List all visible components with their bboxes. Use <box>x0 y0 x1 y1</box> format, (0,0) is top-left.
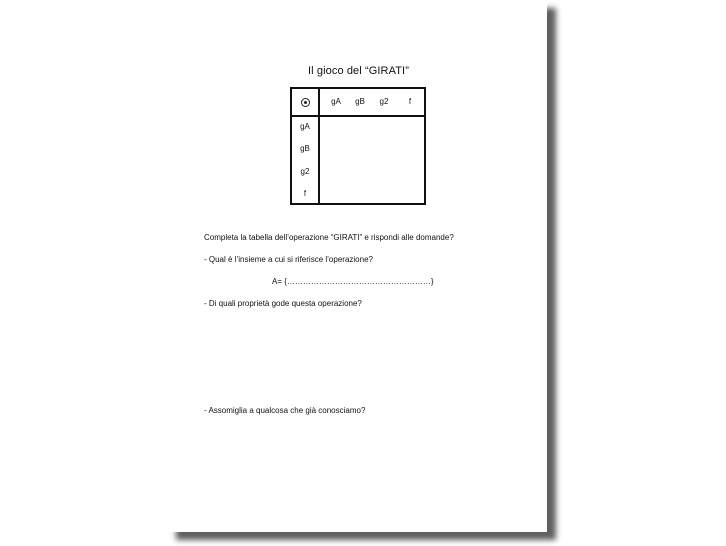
question-similarity: - Assomiglia a qualcosa che già conosciamo? <box>204 406 366 415</box>
set-answer-line: A= {………………………………………………} <box>272 277 434 286</box>
document-page <box>170 2 547 532</box>
question-properties: - Di quali proprietà gode questa operazione? <box>204 299 362 308</box>
table-horizontal-divider <box>292 115 424 117</box>
column-header: g2 <box>379 97 389 106</box>
row-header: f <box>303 189 307 198</box>
row-header: gB <box>300 144 310 153</box>
instruction-text: Completa la tabella dell’operazione “GIRATI” e rispondi alle domande? <box>204 233 454 242</box>
column-header: gB <box>355 97 365 106</box>
page-title: Il gioco del “GIRATI” <box>308 65 409 77</box>
operator-cell <box>292 89 318 115</box>
operation-table <box>290 87 426 205</box>
table-vertical-divider <box>318 89 320 203</box>
column-header: gA <box>331 97 341 106</box>
row-header: gA <box>300 122 310 131</box>
question-set: - Qual è l’insieme a cui si riferisce l’operazione? <box>204 255 373 264</box>
column-header: f <box>408 97 412 106</box>
row-header: g2 <box>300 167 310 176</box>
circled-dot-operator-icon <box>301 98 310 107</box>
